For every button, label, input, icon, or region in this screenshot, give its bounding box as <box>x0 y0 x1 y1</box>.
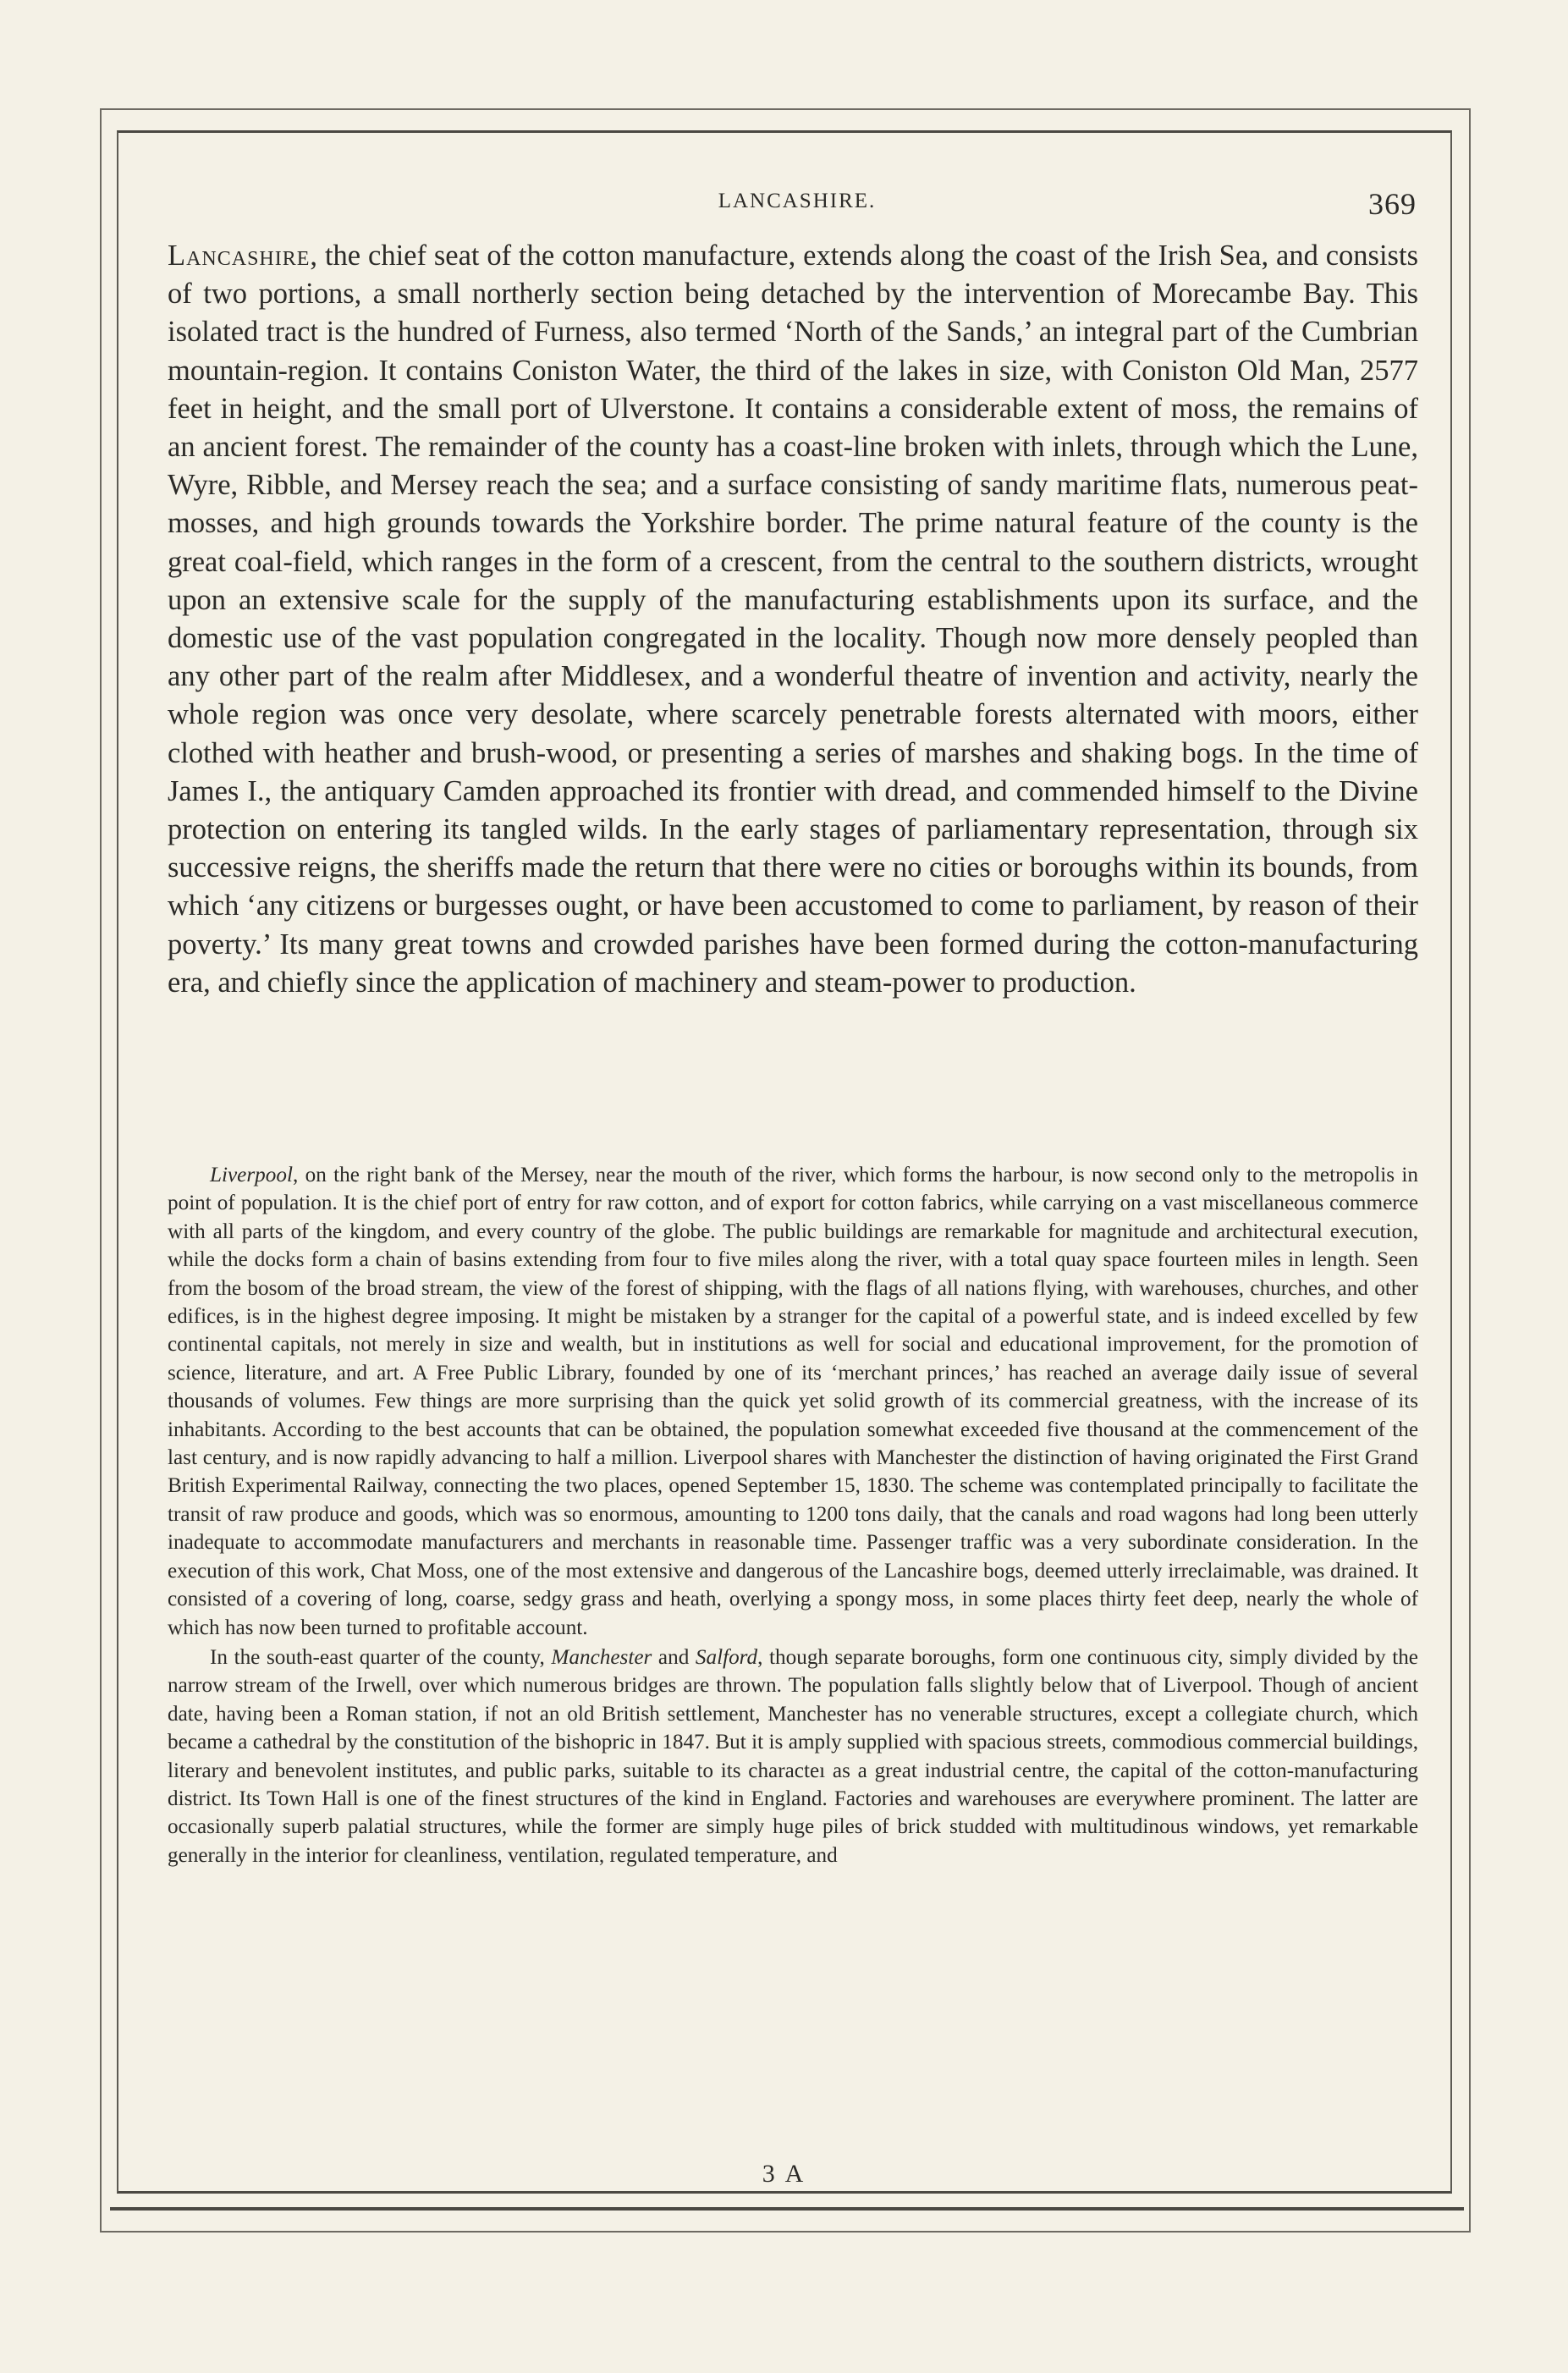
running-title: LANCASHIRE. <box>718 190 877 212</box>
running-head <box>162 186 1432 220</box>
note-salford-name: Salford <box>695 1645 758 1669</box>
main-paragraph-text: , the chief seat of the cotton manufacture, extends along the coast of the Irish Sea, and consists of two portions, a small northerly section being detached by the intervention of Morecambe Bay. This isolated tract is the hundred of Furness, also termed ‘North of the Sands,’ an integral part of the Cumbrian mountain-region. It contains Coniston Water, the third of the lakes in size, with Coniston Old Man, 2577 feet in height, and the small port of Ulverstone. It contains a considerable extent of moss, the remains of an ancient forest. The remainder of the county has a coast-line broken with inlets, through which the Lune, Wyre, Ribble, and Mersey reach the sea; and a surface consisting of sandy maritime flats, numerous peat-mosses, and high grounds towards the Yorkshire border. The prime natural feature of the county is the great coal-field, which ranges in the form of a crescent, from the central to the southern districts, wrought upon an extensive scale for the supply of the manufacturing establishments upon its surface, and the domestic use of the vast population congregated in the locality. Though now more densely peopled than any other part of the realm after Middlesex, and a wonderful theatre of invention and activity, nearly the whole region was once very desolate, where scarcely penetrable forests alternated with moors, either clothed with heather and brush-wood, or presenting a series of marshes and shaking bogs. In the time of James I., the antiquary Camden approached its frontier with dread, and commended himself to the Divine protection on entering its tangled wilds. In the early stages of parliamentary representation, through six successive reigns, the sheriffs made the return that there were no cities or boroughs within its bounds, from which ‘any citizens or burgesses ought, or have been accustomed to come to parliament, by reason of their poverty.’ Its many great towns and crowded parishes have been formed during the cotton-manufacturing era, and chiefly since the application of machinery and steam-power to production. <box>168 240 1418 999</box>
note-manchester-text: , though separate boroughs, form one continuous city, simply divided by the narrow stream of the Irwell, over which numerous bridges are thrown. The population falls slightly below that of Liverpool. Though of ancient date, having been a Roman station, if not an old British settlement, Manchester has no venerable structures, except a collegiate church, which became a cathedral by the constitution of the bishopric in 1847. But it is amply supplied with spacious streets, commodious commercial buildings, literary and benevolent institutes, and public parks, suitable to its characteı as a great industrial centre, the capital of the cotton-manufacturing district. Its Town Hall is one of the finest structures of the kind in England. Factories and warehouses are everywhere prominent. The latter are occasionally superb palatial structures, while the former are simply huge piles of brick studded with multitudinous windows, yet remarkable generally in the interior for cleanliness, ventilation, regulated temperature, and <box>168 1645 1418 1867</box>
note-manchester <box>168 1643 1418 1869</box>
note-liverpool <box>168 1161 1418 1642</box>
notes-section <box>168 1161 1418 1869</box>
page-number: 369 <box>1368 187 1417 221</box>
lead-word: Lancashire <box>168 240 311 272</box>
signature-mark: 3 A <box>762 2160 806 2188</box>
note-liverpool-text: , on the right bank of the Mersey, near the mouth of the river, which forms the harbour, is now second only to the metropolis in point of population. It is the chief port of entry for raw cotton, and of export for cotton fabrics, while carrying on a vast miscellaneous commerce with all parts of the kingdom, and every country of the globe. The public buildings are remarkable for magnitude and architectural execution, while the docks form a chain of basins extending from four to five miles along the river, with a total quay space fourteen miles in length. Seen from the bosom of the broad stream, the view of the forest of shipping, with the flags of all nations flying, with warehouses, churches, and other edifices, is in the highest degree imposing. It might be mistaken by a stranger for the capital of a powerful state, and is indeed excelled by few continental capitals, not merely in size and wealth, but in institutions as well for social and educational improvement, for the promotion of science, literature, and art. A Free Public Library, founded by one of its ‘merchant princes,’ has reached an average daily issue of several thousands of volumes. Few things are more surprising than the quick yet solid growth of its commercial greatness, with the increase of its inhabitants. According to the best accounts that can be obtained, the population somewhat exceeded five thousand at the commencement of the last century, and is now rapidly advancing to half a million. Liverpool shares with Manchester the distinction of having originated the First Grand British Experimental Railway, connecting the two places, opened September 15, 1830. The scheme was contemplated principally to facilitate the transit of raw produce and goods, which was so enormous, amounting to 1200 tons daily, that the canals and road wagons had long been utterly inadequate to accommodate manufacturers and merchants in reasonable time. Passenger traffic was a very subordinate consideration. In the execution of this work, Chat Moss, one of the most extensive and dangerous of the Lancashire bogs, deemed utterly irreclaimable, was drained. It consisted of a covering of long, coarse, sedgy grass and heath, overlying a spongy moss, in some places thirty feet deep, nearly the whole of which has now been turned to profitable account. <box>168 1164 1418 1639</box>
bottom-rule <box>110 2207 1464 2211</box>
note-manchester-name: Manchester <box>551 1645 652 1669</box>
note-manchester-intro: In the south-east quarter of the county, <box>210 1645 552 1669</box>
main-paragraph <box>168 237 1418 1002</box>
note-liverpool-name: Liverpool <box>210 1164 293 1186</box>
note-manchester-and: and <box>652 1645 696 1669</box>
